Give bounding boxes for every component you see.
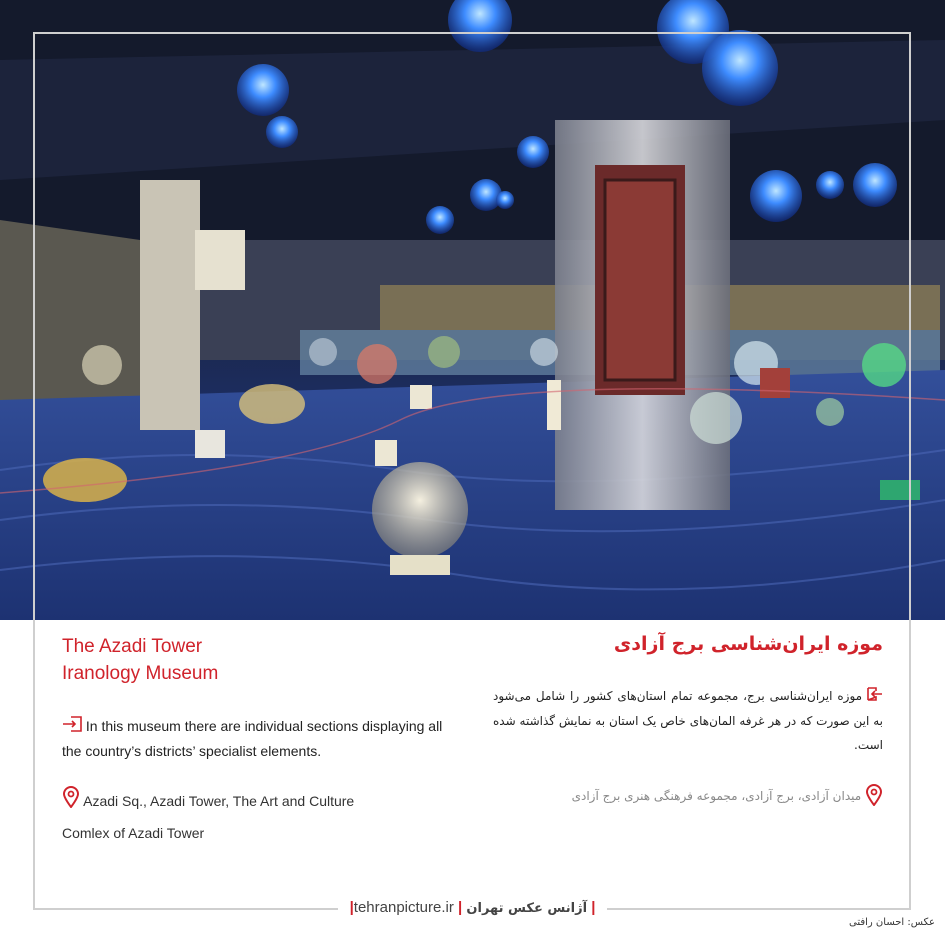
description-english-text: In this museum there are individual sections displaying all the country’s districts’ specialist elements. [62, 718, 443, 760]
footer-agency: آژانس عکس تهران [466, 901, 588, 916]
map-pin-icon [62, 786, 80, 818]
address-english [62, 786, 362, 848]
arrow-in-box-icon [62, 715, 82, 739]
description-persian [493, 684, 883, 757]
footer-separator: | [349, 899, 354, 916]
footer-box [338, 899, 608, 916]
title-english [62, 633, 218, 687]
footer-separator: | [591, 899, 596, 916]
address-persian [572, 784, 883, 809]
footer [0, 897, 945, 916]
description-persian-text: موزه ایران‌شناسی برج، مجموعه تمام استان‌های کشور را شامل می‌شود به این صورت که در هر غرفه المان‌های خاص یک استان به نمایش گذاشته شده است. [493, 689, 883, 752]
description-english [62, 714, 462, 763]
title-persian: موزه ایران‌شناسی برج آزادی [613, 633, 883, 655]
map-pin-icon [865, 784, 883, 809]
title-english-line2: Iranology Museum [62, 663, 219, 684]
address-persian-text: میدان آزادی، برج آزادی، مجموعه فرهنگی هنری برج آزادی [571, 789, 862, 803]
footer-separator: | [458, 899, 463, 916]
photo-credit: عکس: احسان رافتی [849, 917, 935, 928]
title-english-line1: The Azadi Tower [62, 636, 203, 657]
address-english-text: Azadi Sq., Azadi Tower, The Art and Culture Comlex of Azadi Tower [62, 793, 355, 842]
page-frame [33, 32, 911, 910]
arrow-in-box-icon [867, 685, 883, 709]
footer-site[interactable]: tehranpicture.ir [353, 899, 454, 916]
